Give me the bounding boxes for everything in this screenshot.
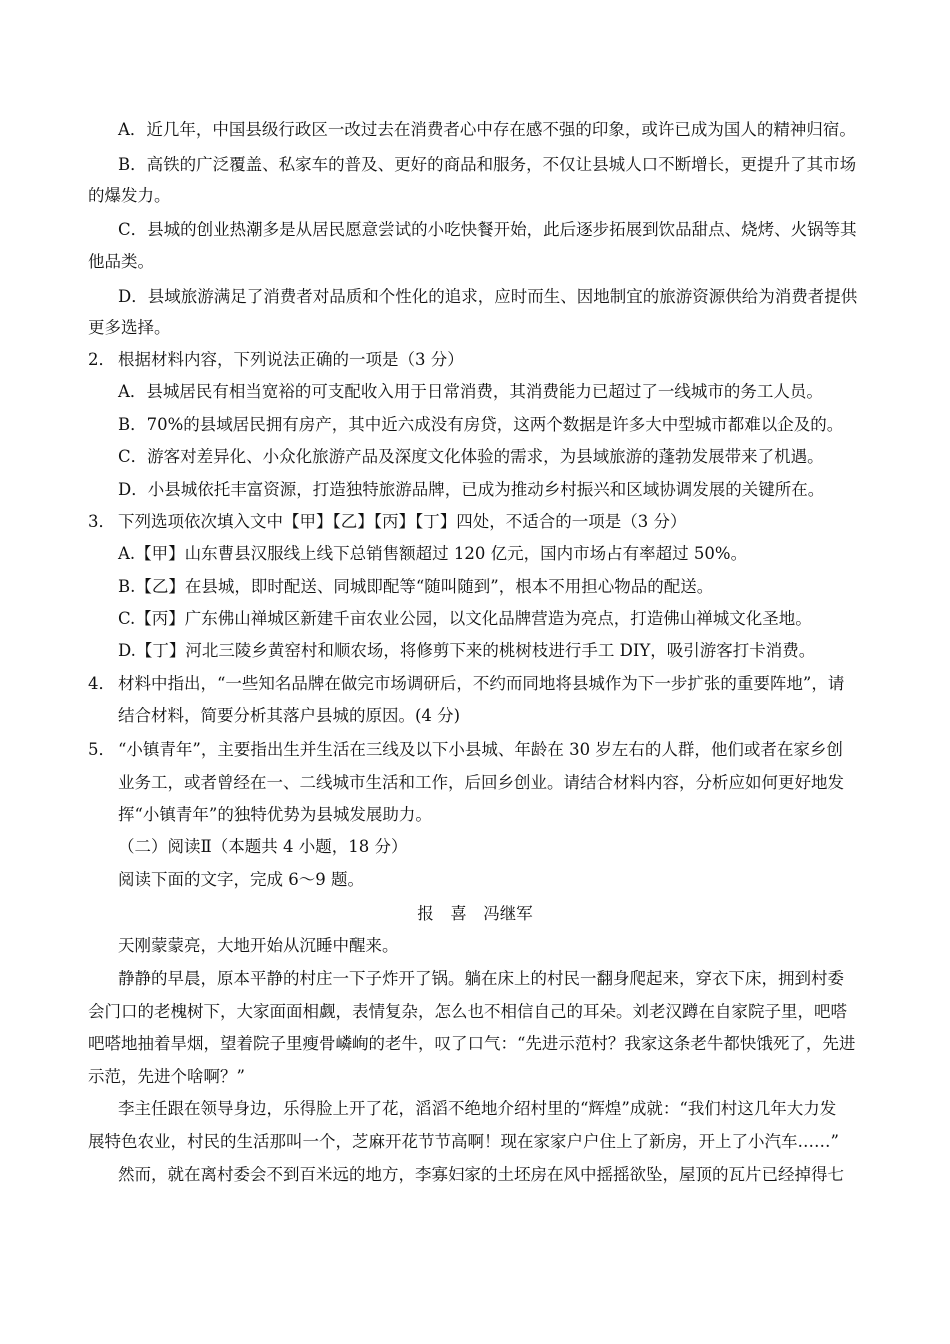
- q1-option-b-cont: 的爆发力。: [88, 186, 171, 205]
- q3-option-c: C.【丙】广东佛山禅城区新建千亩农业公园，以文化品牌营造为亮点，打造佛山禅城文化圣地。: [118, 609, 812, 628]
- q2-option-d: D．小县城依托丰富资源，打造独特旅游品牌，已成为推动乡村振兴和区域协调发展的关键所在。: [118, 480, 825, 499]
- story-paragraph-2-line-4: 示范，先进个啥啊？”: [88, 1067, 245, 1086]
- q5-line-3: 挥“小镇青年”的独特优势为县城发展助力。: [118, 805, 432, 824]
- q1-option-d-cont: 更多选择。: [88, 318, 171, 337]
- q4-line-2: 结合材料，简要分析其落户县城的原因。(4 分): [118, 706, 461, 725]
- q1-option-c-cont: 他品类。: [88, 252, 154, 271]
- q3-stem: 下列选项依次填入文中【甲】【乙】【丙】【丁】四处，不适合的一项是（3 分）: [118, 512, 687, 531]
- q2-option-c: C．游客对差异化、小众化旅游产品及深度文化体验的需求，为县域旅游的蓬勃发展带来了机遇。: [118, 447, 824, 466]
- q1-option-d: D．县域旅游满足了消费者对品质和个性化的追求，应时而生、因地制宜的旅游资源供给为消费者提供: [118, 287, 858, 306]
- q2-stem: 根据材料内容，下列说法正确的一项是（3 分）: [118, 350, 464, 369]
- section-instruction: 阅读下面的文字，完成 6～9 题。: [118, 870, 364, 889]
- q3-option-a: A.【甲】山东曹县汉服线上线下总销售额超过 120 亿元，国内市场占有率超过 50%。: [118, 544, 748, 563]
- story-paragraph-1: 天刚蒙蒙亮，大地开始从沉睡中醒来。: [118, 936, 399, 955]
- story-paragraph-3: 李主任跟在领导身边，乐得脸上开了花，滔滔不绝地介绍村里的“辉煌”成就：“我们村这几年大力发: [118, 1099, 837, 1118]
- q2-option-a: A．县城居民有相当宽裕的可支配收入用于日常消费，其消费能力已超过了一线城市的务工人员。: [118, 382, 823, 401]
- q5-number: 5．: [88, 740, 115, 759]
- q1-option-a: A．近几年，中国县级行政区一改过去在消费者心中存在感不强的印象，或许已成为国人的精神归宿。: [118, 120, 856, 139]
- q5-line-1: “小镇青年”，主要指出生并生活在三线及以下小县城、年龄在 30 岁左右的人群，他们或者在家乡创: [118, 740, 843, 759]
- q4-number: 4．: [88, 674, 115, 693]
- story-paragraph-2-line-2: 会门口的老槐树下，大家面面相觑，表情复杂，怎么也不相信自己的耳朵。刘老汉蹲在自家院子里，吧嗒: [88, 1002, 847, 1021]
- story-paragraph-3-line-2: 展特色农业，村民的生活那叫一个，芝麻开花节节高啊！现在家家户户住上了新房，开上了小汽车……”: [88, 1132, 839, 1151]
- q1-option-c: C．县城的创业热潮多是从居民愿意尝试的小吃快餐开始，此后逐步拓展到饮品甜点、烧烤、火锅等其: [118, 220, 857, 239]
- q3-number: 3．: [88, 512, 115, 531]
- story-paragraph-2: 静静的早晨，原本平静的村庄一下子炸开了锅。躺在床上的村民一翻身爬起来，穿衣下床，拥到村委: [118, 969, 844, 988]
- section-heading: （二）阅读Ⅱ（本题共 4 小题，18 分）: [118, 837, 408, 856]
- q5-line-2: 业务工，或者曾经在一、二线城市生活和工作，后回乡创业。请结合材料内容，分析应如何更好地发: [118, 773, 844, 792]
- q2-option-b: B．70%的县域居民拥有房产，其中近六成没有房贷，这两个数据是许多大中型城市都难以企及的。: [118, 415, 844, 434]
- q2-number: 2．: [88, 350, 115, 369]
- story-paragraph-4: 然而，就在离村委会不到百米远的地方，李寡妇家的土坯房在风中摇摇欲坠，屋顶的瓦片已经掉得七: [118, 1165, 844, 1184]
- story-title: 报 喜 冯继军: [417, 904, 533, 923]
- story-paragraph-2-line-3: 吧嗒地抽着旱烟，望着院子里瘦骨嶙峋的老牛，叹了口气：“先进示范村？我家这条老牛都快饿死了，先进: [88, 1034, 856, 1053]
- q3-option-b: B.【乙】在县城，即时配送、同城即配等“随叫随到”，根本不用担心物品的配送。: [118, 577, 714, 596]
- q1-option-b: B．高铁的广泛覆盖、私家车的普及、更好的商品和服务，不仅让县城人口不断增长，更提升了其市场: [118, 155, 857, 174]
- q4-line-1: 材料中指出，“一些知名品牌在做完市场调研后，不约而同地将县城作为下一步扩张的重要阵地”，请: [118, 674, 845, 693]
- q3-option-d: D.【丁】河北三陵乡黄窑村和顺农场，将修剪下来的桃树枝进行手工 DIY，吸引游客打卡消费。: [118, 641, 816, 660]
